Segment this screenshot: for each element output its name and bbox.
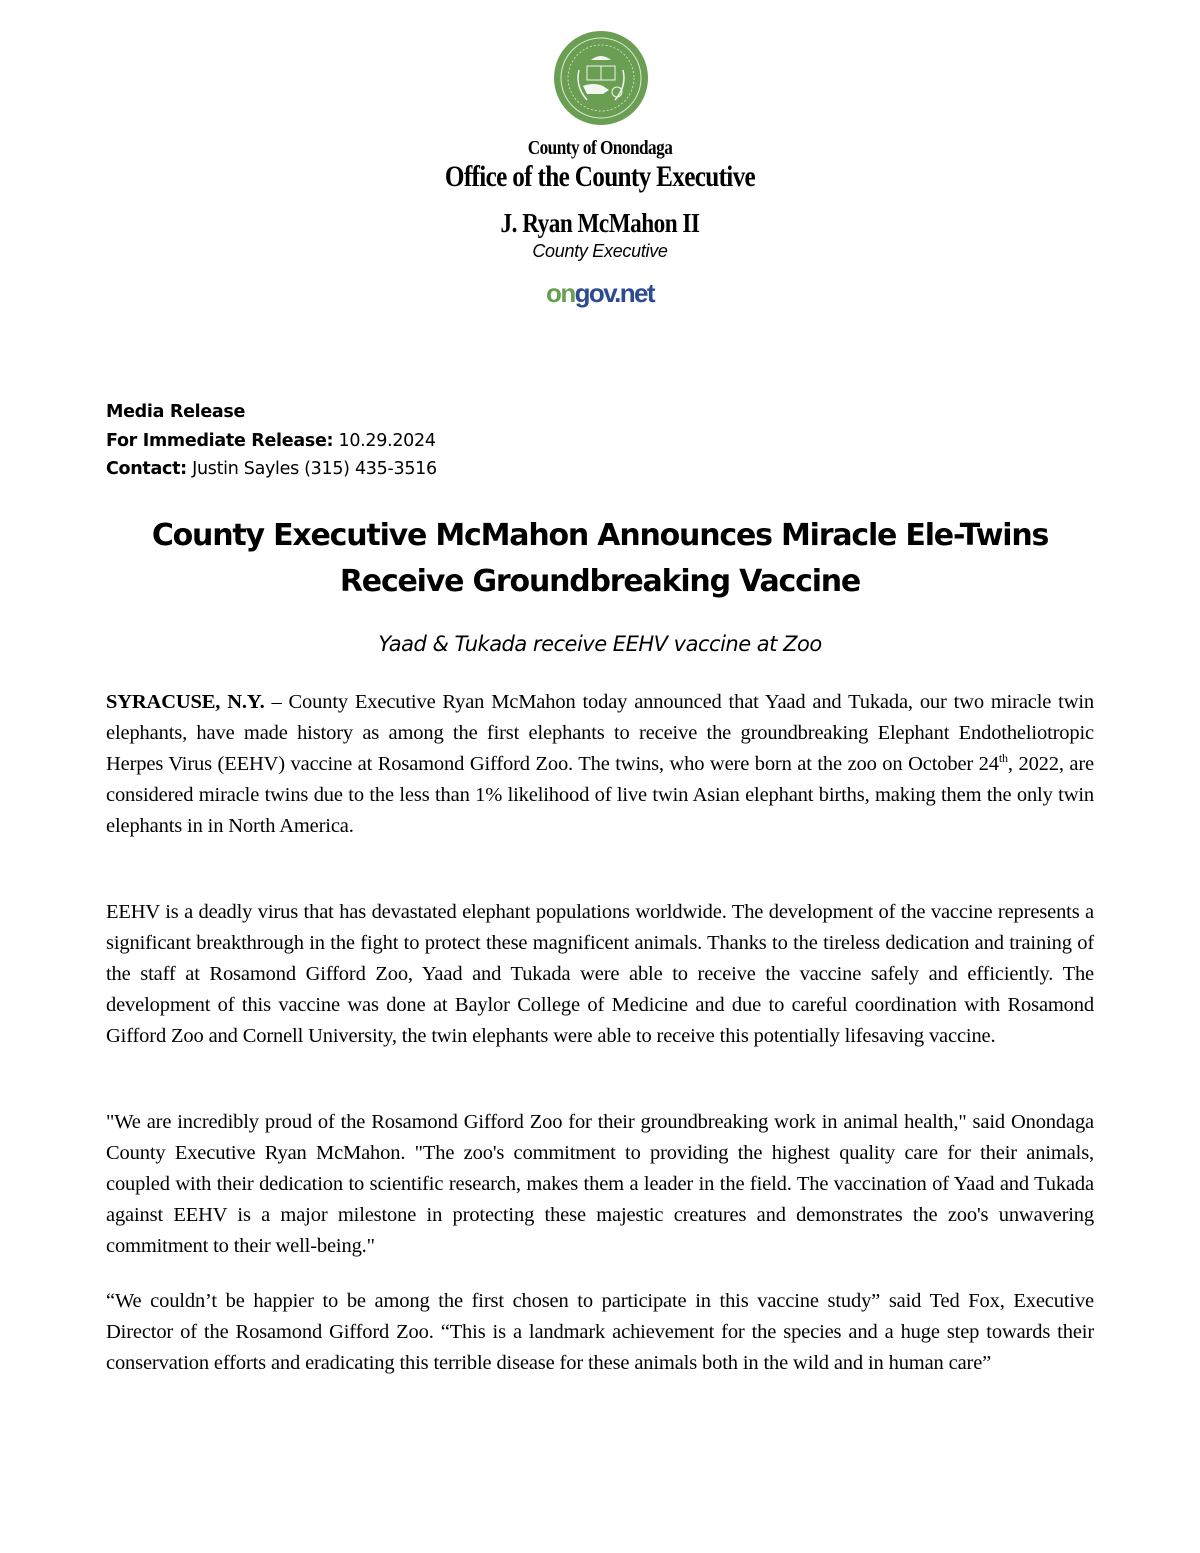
release-date: 10.29.2024: [338, 430, 436, 451]
contact-line: [106, 455, 437, 484]
body-paragraph-1: SYRACUSE, N.Y. – County Executive Ryan McMahon today announced that Yaad and Tukada, our two miracle twin elephants, have made history as among the first elephants to receive the groundbreaking Elephant Endotheliotropic Herpes Virus (EEHV) vaccine at Rosamond Gifford Zoo. The twins, who were born at the zoo on October 24th, 2022, are considered miracle twins due to the less than 1% likelihood of live twin Asian elephant births, making them the only twin elephants in in North America.: [106, 691, 1095, 837]
executive-name: J. Ryan McMahon II: [500, 208, 700, 238]
county-name: County of Onondaga: [527, 137, 673, 159]
body-paragraph-4-quote: “We couldn’t be happier to be among the first chosen to participate in this vaccine study” said Ted Fox, Executive Director of the Rosamond Gifford Zoo. “This is a landmark achievement for the species and a huge step towards their conservation efforts and eradicating this terrible disease for these animals both in the wild and in human care”: [106, 1290, 1094, 1374]
executive-title: County Executive: [532, 241, 668, 261]
release-date-line: [106, 427, 437, 456]
office-name: Office of the County Executive: [444, 160, 756, 193]
media-release-label: Media Release: [106, 402, 246, 422]
website-logo-part2: gov.net: [574, 278, 654, 308]
website-logo: [0, 278, 1200, 309]
headline-line-1: County Executive McMahon Announces Miracle Ele-Twins: [151, 518, 1049, 553]
contact-label: Contact:: [106, 459, 187, 479]
website-logo-part1: on: [546, 278, 575, 308]
headline: [60, 513, 1140, 605]
media-info: [106, 398, 437, 484]
release-label: For Immediate Release:: [106, 430, 334, 451]
dateline: SYRACUSE, N.Y.: [106, 691, 265, 713]
body-paragraph-3-quote: "We are incredibly proud of the Rosamond Gifford Zoo for their groundbreaking work in animal health," said Onondaga County Executive Ryan McMahon. "The zoo's commitment to providing the highest quality care for their animals, coupled with their dedication to scientific research, makes them a leader in the field. The vaccination of Yaad and Tukada against EEHV is a major milestone in protecting these majestic creatures and demonstrates the zoo's unwavering commitment to their well-being.": [106, 1111, 1094, 1257]
body-paragraph-2: EEHV is a deadly virus that has devastated elephant populations worldwide. The development of the vaccine represents a significant breakthrough in the fight to protect these magnificent animals. Thanks to the tireless dedication and training of the staff at Rosamond Gifford Zoo, Yaad and Tukada were able to receive the vaccine safely and efficiently. The development of this vaccine was done at Baylor College of Medicine and due to careful coordination with Rosamond Gifford Zoo and Cornell University, the twin elephants were able to receive this potentially lifesaving vaccine.: [106, 901, 1094, 1047]
headline-line-2: Receive Groundbreaking Vaccine: [339, 564, 861, 599]
county-seal-icon: [553, 30, 649, 126]
contact-value: Justin Sayles (315) 435-3516: [192, 459, 437, 479]
subheadline: Yaad & Tukada receive EEHV vaccine at Zoo: [378, 632, 822, 656]
